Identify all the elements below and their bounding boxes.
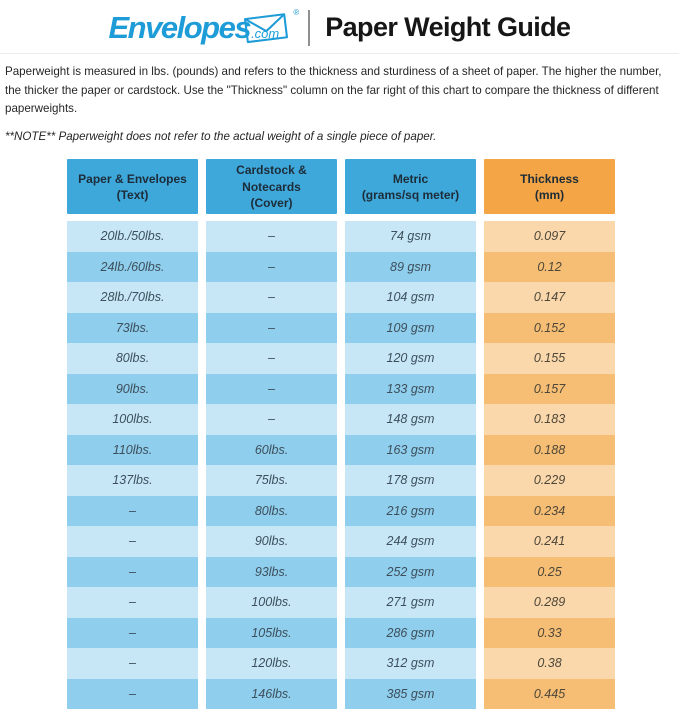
logo-brand-text: Envelopes bbox=[108, 9, 251, 45]
table-cell: – bbox=[67, 618, 198, 649]
table-cell: – bbox=[206, 282, 337, 313]
table-cell: 0.097 bbox=[484, 221, 615, 252]
table-cell: 146lbs. bbox=[206, 679, 337, 709]
table-cell: 137lbs. bbox=[67, 465, 198, 496]
table-cell: – bbox=[67, 587, 198, 618]
table-cell: 312 gsm bbox=[345, 648, 476, 679]
table-cell: – bbox=[67, 679, 198, 709]
table-cell: 0.25 bbox=[484, 557, 615, 588]
table-cell: 0.183 bbox=[484, 404, 615, 435]
table-cell: 0.155 bbox=[484, 343, 615, 374]
table-cell: 60lbs. bbox=[206, 435, 337, 466]
logo-tld-text: .com bbox=[251, 25, 280, 41]
table-cell: 105lbs. bbox=[206, 618, 337, 649]
header-divider bbox=[308, 10, 310, 46]
column-header-line2: (mm) bbox=[534, 187, 565, 202]
table-cell: 385 gsm bbox=[345, 679, 476, 709]
table-cell: 120lbs. bbox=[206, 648, 337, 679]
table-cell: 0.33 bbox=[484, 618, 615, 649]
table-cell: 75lbs. bbox=[206, 465, 337, 496]
envelopes-logo bbox=[108, 7, 300, 46]
envelope-icon bbox=[239, 9, 291, 50]
table-cell: 100lbs. bbox=[206, 587, 337, 618]
table-cell: 244 gsm bbox=[345, 526, 476, 557]
column-header-paper-envelopes bbox=[67, 159, 198, 214]
column-header-line1: Metric bbox=[392, 171, 429, 186]
column-header-thickness bbox=[484, 159, 615, 214]
table-cell: 20lb./50lbs. bbox=[67, 221, 198, 252]
table-cell: 148 gsm bbox=[345, 404, 476, 435]
paper-weight-table bbox=[67, 159, 615, 709]
table-cell: 0.188 bbox=[484, 435, 615, 466]
table-cell: 163 gsm bbox=[345, 435, 476, 466]
table-cell: 0.12 bbox=[484, 252, 615, 283]
table-cell: 90lbs. bbox=[67, 374, 198, 405]
column-header-line2: (Text) bbox=[116, 187, 149, 202]
table-cell: – bbox=[67, 496, 198, 527]
table-cell: 0.152 bbox=[484, 313, 615, 344]
table-cell: 178 gsm bbox=[345, 465, 476, 496]
table-cell: 120 gsm bbox=[345, 343, 476, 374]
table-cell: 0.229 bbox=[484, 465, 615, 496]
table-cell: 133 gsm bbox=[345, 374, 476, 405]
table-cell: – bbox=[206, 252, 337, 283]
table-cell: 80lbs. bbox=[206, 496, 337, 527]
table-cell: 0.445 bbox=[484, 679, 615, 709]
column-header-line1: Cardstock & Notecards bbox=[236, 163, 307, 194]
table-cell: 216 gsm bbox=[345, 496, 476, 527]
table-cell: 89 gsm bbox=[345, 252, 476, 283]
table-cell: 100lbs. bbox=[67, 404, 198, 435]
table-cell: 104 gsm bbox=[345, 282, 476, 313]
table-cell: 0.38 bbox=[484, 648, 615, 679]
table-cell: 0.241 bbox=[484, 526, 615, 557]
table-cell: 110lbs. bbox=[67, 435, 198, 466]
table-cell: 0.234 bbox=[484, 496, 615, 527]
table-cell: 109 gsm bbox=[345, 313, 476, 344]
table-cell: – bbox=[206, 313, 337, 344]
column-header-cardstock-notecards bbox=[206, 159, 337, 214]
table-cell: 286 gsm bbox=[345, 618, 476, 649]
intro-paragraph: Paperweight is measured in lbs. (pounds) and refers to the thickness and sturdiness of a sheet of paper. The higher the number, the thicker the paper or cardstock. Use the "Thickness" column on the far right of this chart to compare the thickness of different paperweights. bbox=[5, 65, 662, 116]
table-cell: – bbox=[67, 557, 198, 588]
table-cell: 0.157 bbox=[484, 374, 615, 405]
table-cell: 93lbs. bbox=[206, 557, 337, 588]
registered-trademark-icon: ® bbox=[293, 7, 300, 17]
table-cell: 28lb./70lbs. bbox=[67, 282, 198, 313]
column-header-metric bbox=[345, 159, 476, 214]
column-header-line1: Thickness bbox=[520, 171, 579, 186]
table-cell: 90lbs. bbox=[206, 526, 337, 557]
page-header bbox=[0, 0, 679, 54]
table-cell: 271 gsm bbox=[345, 587, 476, 618]
table-cell: 24lb./60lbs. bbox=[67, 252, 198, 283]
table-cell: – bbox=[67, 526, 198, 557]
note-text: **NOTE** Paperweight does not refer to the actual weight of a single piece of paper. bbox=[5, 129, 437, 143]
table-cell: – bbox=[206, 343, 337, 374]
column-header-line2: (grams/sq meter) bbox=[361, 187, 460, 202]
table-cell: 0.289 bbox=[484, 587, 615, 618]
table-cell: 252 gsm bbox=[345, 557, 476, 588]
table-cell: 73lbs. bbox=[67, 313, 198, 344]
table-cell: 74 gsm bbox=[345, 221, 476, 252]
column-header-line1: Paper & Envelopes bbox=[78, 171, 187, 186]
table-cell: – bbox=[206, 404, 337, 435]
table-cell: 80lbs. bbox=[67, 343, 198, 374]
intro-section bbox=[0, 54, 679, 146]
table-cell: 0.147 bbox=[484, 282, 615, 313]
page-title: Paper Weight Guide bbox=[325, 12, 571, 42]
table-cell: – bbox=[67, 648, 198, 679]
table-cell: – bbox=[206, 374, 337, 405]
column-header-line2: (Cover) bbox=[250, 195, 293, 210]
table-cell: – bbox=[206, 221, 337, 252]
